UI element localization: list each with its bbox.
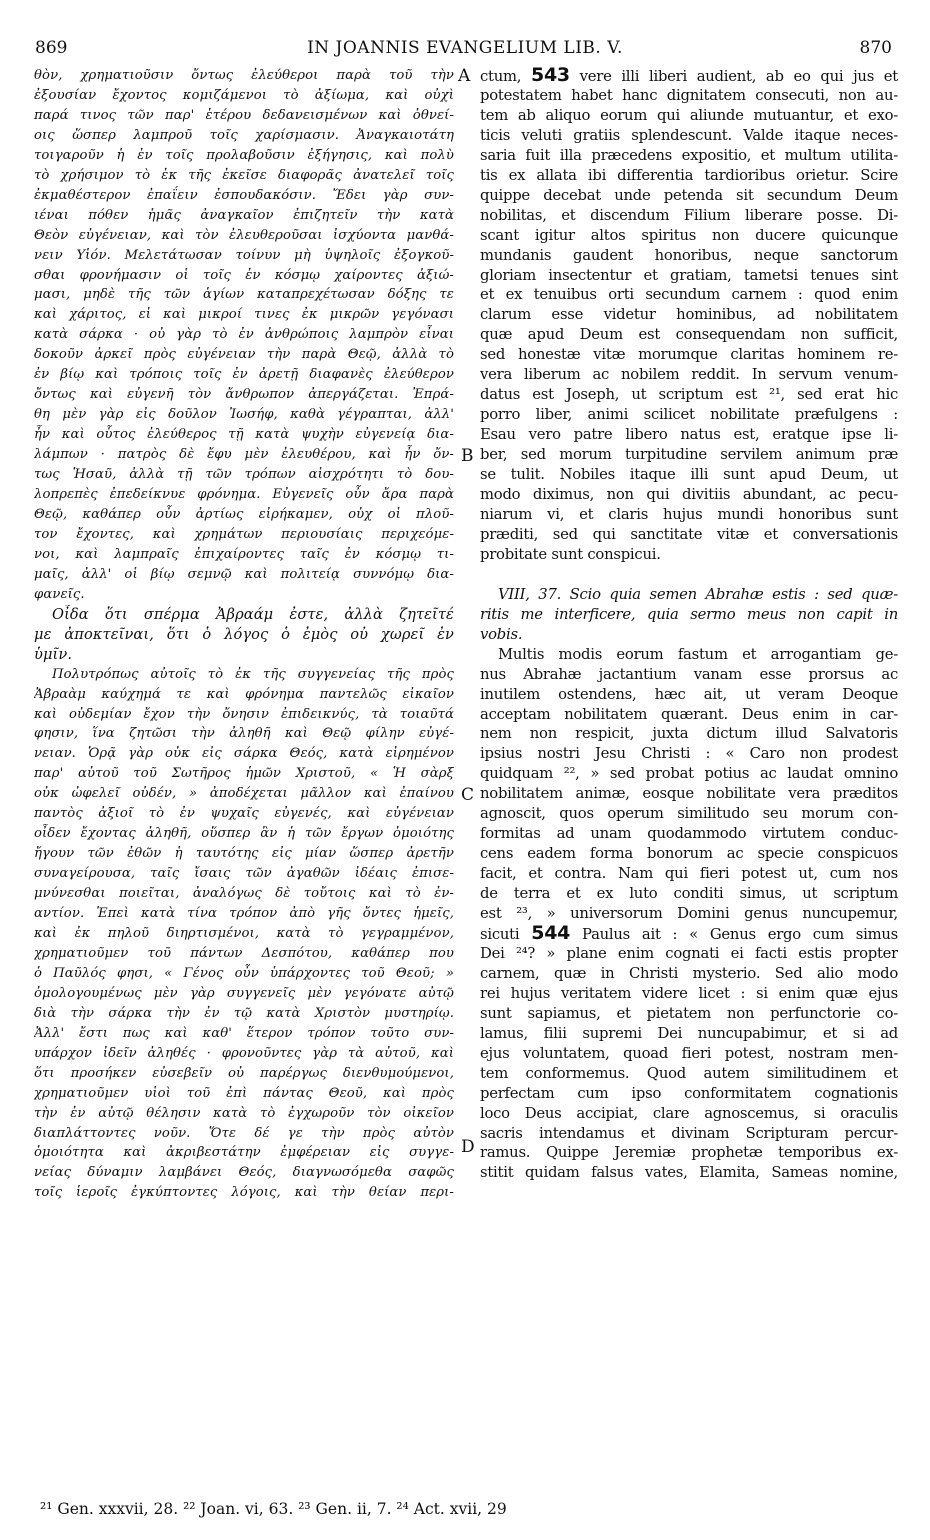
greek-text-line: καὶ οὐδεμίαν ἔχον τὴν ὄνησιν ἐπιδεικνύς, τὰ τοιαῦτά [34, 706, 454, 722]
latin-text-line: ber, sed morum turpitudine servilem animum præ [480, 446, 898, 464]
latin-text-line: est ²³, » universorum Domini genus nuncupemur, [480, 905, 898, 923]
latin-text-line: ramus. Quippe Jeremiæ prophetæ temporibus ex- [480, 1144, 898, 1162]
latin-text-line: Multis modis eorum fastum et arrogantiam ge- [498, 645, 898, 663]
line-text: sicuti [480, 925, 520, 943]
latin-text-line: formitas ad unam quodammodo virtutem conduc- [480, 825, 898, 843]
latin-text-line: scant igitur altos spiritus non ducere quicunque [480, 226, 898, 244]
latin-text-line: sunt sapiamus, et pietatem non perfunctorie co- [480, 1004, 898, 1022]
latin-text-line: quidquam ²², » sed probat potius ac laudat omnino [480, 765, 898, 783]
greek-text-line: δοκοῦν ἀρκεῖ πρὸς εὐγένειαν τὴν παρὰ Θεῷ, ἀλλὰ τὸ [34, 347, 454, 363]
greek-text-line: καὶ ἐκ πηλοῦ διηρτισμένοι, κατὰ τὸ γεγραμμένον, [34, 925, 454, 941]
latin-text-line: nobilitatem animæ, eosque nobilitate vera præditos [480, 785, 898, 803]
latin-text-line: rei hujus veritatem videre licet : si enim quæ ejus [480, 984, 898, 1002]
margin-marker-a: A [458, 66, 471, 86]
latin-text-line: Dei ²⁴? » plane enim cognati ei facti estis propter [480, 944, 898, 962]
greek-text-line: οἶδεν ἔχοντας ἀληθῆ, οὕσπερ ἂν ἡ τῶν ἔργων ὁμοιότης [34, 826, 454, 842]
greek-text-line: οις ὥσπερ λαμπροῦ τοῖς χαρίσμασιν. Ἀναγκαιοτάτη [34, 127, 454, 143]
greek-text-line: ὁ Παῦλός φησι, « Γένος οὖν ὑπάρχοντες τοῦ Θεοῦ; » [34, 965, 454, 981]
greek-text-line: ὁμολογουμένως μὲν γὰρ συγγενεῖς μὲν γεγόνατε αὐτῷ [34, 985, 454, 1001]
column-number: 543 [530, 66, 570, 86]
greek-text-line: Ἀλλ' ἔστι πως καὶ καθ' ἕτερον τρόπον τοῦτο συν- [34, 1025, 454, 1041]
greek-text-line: διαπλάττοντες νοῦν. Ὅτε δέ γε τὴν πρὸς αὐτὸν [34, 1125, 454, 1141]
greek-text-line: ἐξουσίαν ἔχοντος κομιζάμενοι τὸ ἀξίωμα, καὶ οὐχὶ [34, 87, 454, 103]
latin-text-line: nobilitas, et discendum Filium liberare posse. Di- [480, 206, 898, 224]
latin-text-line: ticis veluti gratiis splendescunt. Valde itaque neces- [480, 126, 898, 144]
greek-text-line: ιέναι πόθεν ἡμᾶς ἀναγκαῖον ἐπιζητεῖν τὴν κατὰ [34, 207, 454, 223]
latin-text-line: tis ex allata ibi differentia tardioribus orietur. Scire [480, 166, 898, 184]
line-text: ctum, [480, 68, 522, 85]
greek-text-line: φανεῖς. [34, 586, 85, 602]
latin-text-line: tem ab aliquo eorum qui aliunde mutuantur, et exo- [480, 106, 898, 124]
greek-text-line: τοῖς ἱεροῖς ἐγκύπτοντες λόγοις, καὶ τὴν θείαν περι- [34, 1185, 454, 1201]
greek-text-line: μνύνεσθαι ποιεῖται, ἀναλόγως δὲ τοὔτοις καὶ τὸ ἐν- [34, 886, 454, 902]
latin-text-line: facit, et contra. Nam qui fieri potest ut, cum nos [480, 865, 898, 883]
greek-text-line: οὐκ ὠφελεῖ οὐδέν, » ἀποδέχεται μᾶλλον καὶ ἐπαίνου [34, 786, 454, 802]
latin-text-line: ipsius nostri Jesu Christi : « Caro non prodest [480, 745, 898, 763]
greek-text-line: Πολυτρόπως αὐτοῖς τὸ ἐκ τῆς συγγενείας τῆς πρὸς [52, 666, 454, 682]
latin-text-line: Esau vero patre libero natus est, eratque ipse li- [480, 426, 898, 444]
latin-column [480, 66, 898, 1183]
latin-text-line: carnem, quæ in Christi mysterio. Sed alio modo [480, 964, 898, 982]
running-title: IN JOANNIS EVANGELIUM LIB. V. [307, 38, 623, 58]
greek-text-line: αντίον. Ἐπεὶ κατὰ τίνα τρόπον ἀπὸ γῆς ὄντες ἡμεῖς, [34, 906, 454, 922]
greek-text-line: διὰ τὴν σάρκα τὴν ἐν τῷ κατὰ Χριστὸν μυστηρίῳ. [34, 1005, 454, 1021]
greek-text-line: χρηματιοῦμεν τοῦ πάντων Δεσπότου, καθάπερ που [34, 945, 454, 961]
latin-text-line: probitate sunt conspicui. [480, 545, 661, 563]
latin-text-line: et ex tenuibus orti secundum carnem : quod enim [480, 286, 898, 304]
latin-text-line: quæ apud Deum est consequendam non sufficit, [480, 326, 898, 344]
left-page-number: 869 [35, 38, 68, 58]
latin-text-line: de terra et ex luto conditi simus, ut scriptum [480, 885, 898, 903]
section-heading-line: ritis me interficere, quia sermo meus non capit in [480, 605, 898, 623]
latin-text-line: vera liberum ac nobilem reddit. In servum venum- [480, 366, 898, 384]
greek-text-line: νειαν. Ὁρᾷ γὰρ οὐκ εἰς σάρκα Θεός, κατὰ εἰρημένον [34, 746, 454, 762]
greek-text-line: καὶ χάριτος, εἰ καὶ μικροί τινες ἐκ μικρῶν γεγόνασι [34, 307, 454, 323]
latin-text-line: perfectam cum ipso conformitatem cognationis [480, 1084, 898, 1102]
latin-text-line: saria fuit illa præcedens expositio, et multum utilita- [480, 146, 898, 164]
greek-text-line: ὁμοιότητα καὶ ἀκριβεστάτην ἐμφέρειαν εἰς συγγε- [34, 1145, 454, 1161]
latin-text-line: lamus, filii supremi Dei nuncupabimur, et si ad [480, 1024, 898, 1042]
latin-text-line: clarum esse videtur hominibus, ad nobilitatem [480, 306, 898, 324]
greek-text-line: ὄντως καὶ εὐγενῆ τὸν ἄνθρωπον ἀπεργάζεται. Ἐπρά- [34, 387, 454, 403]
greek-text-line: Θεῷ, καθάπερ οὖν ἀρτίως εἰρήκαμεν, οὐχ οἱ πλοῦ- [34, 506, 454, 522]
latin-text-line: acceptam nobilitatem quærant. Deus enim in car- [480, 705, 898, 723]
latin-text-line: datus est Joseph, ut scriptum est ²¹, sed erat hic [480, 386, 898, 404]
latin-text-line: potestatem habet hanc dignitatem consecuti, non au- [480, 86, 898, 104]
latin-text-line: nem non respicit, juxta dictum illud Salvatoris [480, 725, 898, 743]
greek-text-line: τὴν ἐν αὐτῷ θέλησιν κατὰ τὸ ἐγχωροῦν τὸν οἰκεῖον [34, 1105, 454, 1121]
latin-text-line: niarum vi, et claris hujus mundi honoribus sunt [480, 505, 898, 523]
greek-text-line: νοι, καὶ λαμπραῖς ἐπιχαίροντες ταῖς ἐν κόσμῳ τι- [34, 546, 454, 562]
section-heading-line: vobis. [480, 625, 523, 643]
latin-text-line: cens eadem forma bonorum ac specie conspicuos [480, 845, 898, 863]
greek-text-line: λάμπων · πατρὸς δὲ ἔφυ μὲν ἐλευθέρου, καὶ ἦν ὄν- [34, 447, 454, 463]
verse-heading-line: ὑμῖν. [34, 645, 73, 663]
greek-text-line: ἤγουν τῶν ἐθῶν ἡ ταυτότης εἰς μίαν ὥσπερ ἀρετῆν [34, 846, 454, 862]
verse-heading-line: Οἶδα ὅτι σπέρμα Ἀβραάμ ἐστε, ἀλλὰ ζητεῖτέ [52, 605, 454, 623]
greek-text-line: Θεὸν εὐγένειαν, καὶ τὸν ἐλευθεροῦσαι ἰσχύοντα μανθά- [34, 227, 454, 243]
latin-text-line: agnoscit, quos operum similitudo seu morum con- [480, 805, 898, 823]
latin-text-line: inutilem ostendens, hæc ait, ut veram Deoque [480, 685, 898, 703]
greek-text-line: ὅτι προσήκεν εὐσεβεῖν οὐ παρέργως διενθυμούμενοι, [34, 1065, 454, 1081]
greek-text-line: τοιγαροῦν ἡ ἐν τοῖς προλαβοῦσιν ἐξήγησις, καὶ πολὺ [34, 147, 454, 163]
latin-text-line: sacris intendamus et divinam Scripturam percur- [480, 1124, 898, 1142]
latin-text-line: loco Deus accipiat, clare agnoscemus, si oraculis [480, 1104, 898, 1122]
greek-text-line: παρ' αὐτοῦ τοῦ Σωτῆρος ἡμῶν Χριστοῦ, « Ἡ σὰρξ [34, 766, 454, 782]
latin-text-line: modo diximus, non qui divitiis abundant, ac pecu- [480, 486, 898, 504]
greek-text-line: ἐκμαθέστερον ἐπαΐειν ἐσπουδακόσιν. Ἔδει γὰρ συν- [34, 187, 454, 203]
latin-text-line: porro liber, animi scilicet nobilitate præfulgens : [480, 406, 898, 424]
latin-text-line: sed honestæ vitæ morumque claritas hominem re- [480, 346, 898, 364]
right-page-number: 870 [859, 38, 892, 58]
greek-text-line: θὸν, χρηματιοῦσιν ὄντως ἐλεύθεροι παρὰ τοῦ τὴν [34, 68, 454, 83]
latin-text-line: mundanis gaudent honoribus, neque sanctorum [480, 246, 898, 264]
greek-text-line: νείας δύναμιν λαμβάνει Θεός, διαγνωσόμεθα σαφῶς [34, 1165, 454, 1181]
greek-text-line: φησιν, ἵνα ζητῶσι τὴν ἀληθῆ καὶ Θεῷ φίλην εὐγέ- [34, 726, 454, 742]
latin-text-line: tem conformemus. Quod autem similitudinem et [480, 1064, 898, 1082]
greek-text-line: τὸ χρήσιμον τὸ ἐκ τῆς ἐκεῖσε διαφορᾶς ἀνατελεῖ τοῖς [34, 167, 454, 183]
latin-text-line: ejus voluntatem, quoad fieri potest, nostram men- [480, 1044, 898, 1062]
greek-text-line: σθαι φρονήμασιν οἱ τοῖς ἐν κόσμῳ χαίροντες ἀξιώ- [34, 267, 454, 283]
greek-text-line: νειν Υἱόν. Μελετάτωσαν τοίνυν μὴ ὑψηλοῖς ἐξογκοῦ- [34, 247, 454, 263]
greek-text-line: συναγείρουσα, ταῖς ἴσαις τῶν ἀγαθῶν ἰδέαις ἐπισε- [34, 866, 454, 882]
greek-text-line: μασι, μηδὲ τῆς τῶν ἁγίων καταπρεχέτωσαν δόξης τε [34, 287, 454, 303]
latin-line-543 [480, 66, 898, 86]
latin-text-line: nus Abrahæ jactantium vanam esse prorsus ac [480, 665, 898, 683]
column-number: 544 [531, 923, 571, 944]
page-header [0, 38, 930, 62]
margin-marker-b: B [461, 446, 474, 466]
verse-heading-line: με ἀποκτεῖναι, ὅτι ὁ λόγος ὁ ἐμὸς οὐ χωρεῖ ἐν [34, 625, 454, 643]
latin-text-line: stitit quidam falsus vates, Elamita, Sameas nomine, [480, 1164, 898, 1182]
greek-text-line: παρά τινος τῶν παρ' ἑτέρου δεδανεισμένων καὶ ὀθνεί- [34, 107, 454, 123]
greek-text-line: λοπρεπὲς ἐπεδείκνυε φρόνημα. Εὐγενεῖς οὖν ἄρα παρὰ [34, 487, 454, 503]
greek-text-line: χρηματιοῦμεν υἱοὶ τοῦ ἐπὶ πάντας Θεοῦ, καὶ πρὸς [34, 1085, 454, 1101]
greek-text-line: θη μὲν γὰρ εἰς δοῦλον Ἰωσήφ, καθὰ γέγραπται, ἀλλ' [34, 407, 454, 423]
greek-column [34, 66, 454, 1203]
greek-text-line: τον ἔχοντες, καὶ χρημάτων περιουσίαις περιχεόμε- [34, 526, 454, 542]
greek-text-line: υπάρχον ἰδεῖν ἀληθές · φρονοῦντες γὰρ τὰ αὐτοῦ, καὶ [34, 1045, 454, 1061]
greek-text-line: κατὰ σάρκα · οὐ γὰρ τὸ ἐν ἀνθρώποις λαμπρὸν εἶναι [34, 327, 454, 343]
greek-text-line: ἦν καὶ οὗτος ἐλεύθερος τῇ κατὰ ψυχὴν εὐγενείᾳ δια- [34, 427, 454, 443]
line-text: Paulus ait : « Genus ergo cum simus [582, 925, 898, 943]
latin-text-line: præditi, sed qui sanctitate vitæ et conversationis [480, 525, 898, 543]
latin-text-line: gloriam insectentur et gratiam, tametsi tenues sint [480, 266, 898, 284]
section-heading-line: VIII, 37. Scio quia semen Abrahæ estis : sed quæ- [498, 585, 898, 603]
latin-line-544 [480, 924, 898, 944]
footnotes: ²¹ Gen. xxxvii, 28. ²² Joan. vi, 63. ²³ Gen. ii, 7. ²⁴ Act. xvii, 29 [40, 1500, 507, 1518]
latin-text-line: quippe decebat unde petenda sit secundum Deum [480, 186, 898, 204]
greek-text-line: Ἀβραὰμ καύχημά τε καὶ φρόνημα παντελῶς εἰκαῖον [34, 686, 454, 702]
margin-marker-d: D [461, 1137, 475, 1157]
greek-text-line: μαῖς, ἀλλ' οἱ βίῳ σεμνῷ καὶ πολιτείᾳ συννόμῳ δια- [34, 566, 454, 582]
margin-marker-c: C [461, 785, 475, 805]
greek-text-line: παντὸς ἀξιοῖ τὸ ἐν ψυχαῖς εὐγενές, καὶ εὐγένειαν [34, 806, 454, 822]
greek-text-line: ἐν βίῳ καὶ τρόποις τοῖς ἐν ἀρετῇ διαφανὲς ἐλεύθερον [34, 367, 454, 383]
greek-text-line: τως Ἠσαῦ, ἀλλὰ τῇ τῶν τρόπων αἰσχρότητι τὸ δου- [34, 467, 454, 483]
line-text: vere illi liberi audient, ab eo qui jus et [579, 68, 898, 85]
latin-text-line: se tulit. Nobiles itaque illi sunt apud Deum, ut [480, 466, 898, 484]
